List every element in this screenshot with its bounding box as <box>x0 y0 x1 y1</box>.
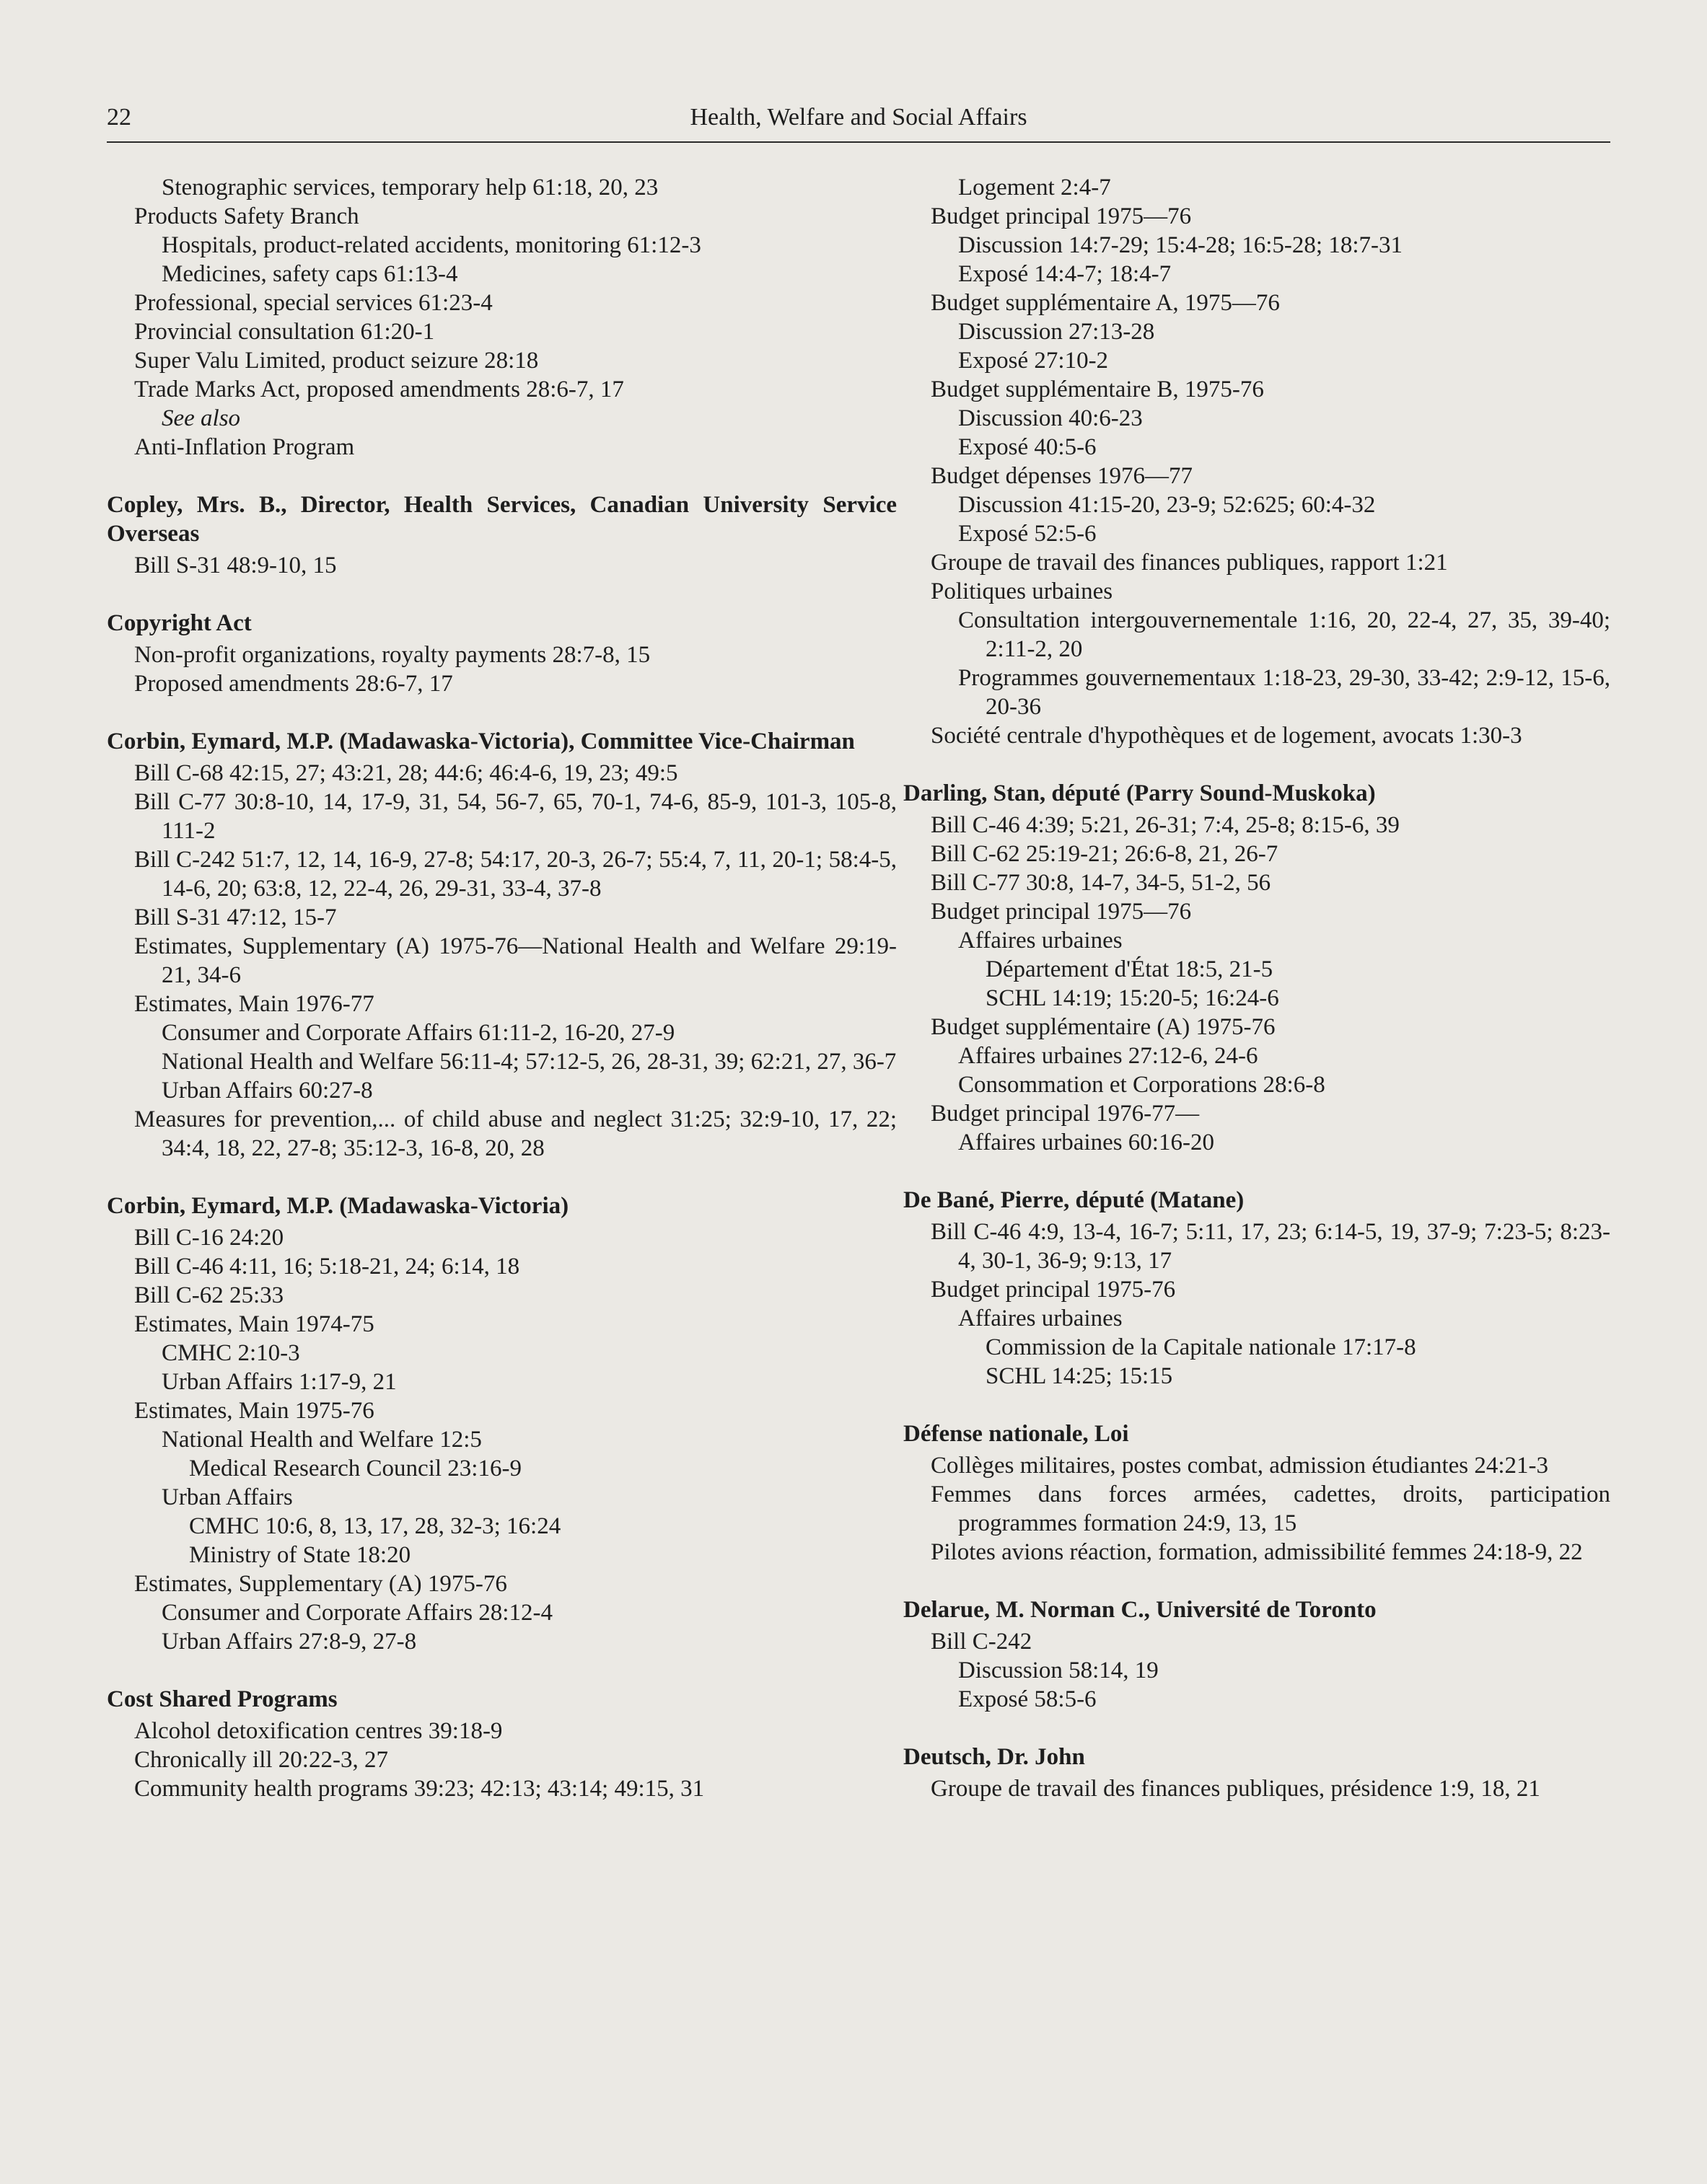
entry-subline: Estimates, Supplementary (A) 1975-76—National Health and Welfare 29:19-21, 34-6 <box>134 933 897 988</box>
entry-subline: Bill C-62 25:33 <box>134 1282 284 1308</box>
entry-subline: Bill C-46 4:9, 13-4, 16-7; 5:11, 17, 23; 6:14-5, 19, 37-9; 7:23-5; 8:23-4, 30-1, 36-9; 9:13, 17 <box>931 1219 1610 1274</box>
entry-subline: Femmes dans forces armées, cadettes, droits, participation programmes formation 24:9, 13, 15 <box>931 1481 1610 1536</box>
entry-subline: Products Safety Branch <box>134 203 359 229</box>
entry-subline: Commission de la Capitale nationale 17:17-8 <box>986 1334 1416 1360</box>
entry-subline: Urban Affairs 1:17-9, 21 <box>162 1369 397 1395</box>
entry-subline: Groupe de travail des finances publiques, présidence 1:9, 18, 21 <box>931 1776 1540 1802</box>
entry-subline: Affaires urbaines 27:12-6, 24-6 <box>958 1043 1258 1069</box>
entry-subline: Estimates, Main 1976-77 <box>134 991 374 1017</box>
entry-subline: SCHL 14:19; 15:20-5; 16:24-6 <box>986 985 1279 1011</box>
entry-subline: Bill C-16 24:20 <box>134 1225 284 1251</box>
entry-subline: Provincial consultation 61:20-1 <box>134 319 435 345</box>
entry-subline: Budget principal 1975—76 <box>931 203 1192 229</box>
entry-subline: Politiques urbaines <box>931 578 1113 604</box>
entry-subline: Collèges militaires, postes combat, admission étudiantes 24:21-3 <box>931 1453 1549 1479</box>
entry-subline: Professional, special services 61:23-4 <box>134 290 493 316</box>
entry-subline: Non-profit organizations, royalty payments 28:7-8, 15 <box>134 642 651 668</box>
entry-subline: Consommation et Corporations 28:6-8 <box>958 1072 1325 1098</box>
entry-subline: Medical Research Council 23:16-9 <box>189 1456 522 1481</box>
entry-subline: Exposé 58:5-6 <box>958 1686 1097 1712</box>
entry-subline: Estimates, Main 1975-76 <box>134 1398 374 1424</box>
entry-heading: De Bané, Pierre, député (Matane) <box>903 1187 1245 1213</box>
entry-subline: Chronically ill 20:22-3, 27 <box>134 1747 388 1773</box>
entry-subline: Bill C-77 30:8-10, 14, 17-9, 31, 54, 56-7, 65, 70-1, 74-6, 85-9, 101-3, 105-8, 111-2 <box>134 789 897 844</box>
entry-subline: CMHC 2:10-3 <box>162 1340 300 1366</box>
entry-subline: CMHC 10:6, 8, 13, 17, 28, 32-3; 16:24 <box>189 1513 561 1539</box>
entry-subline: Urban Affairs 27:8-9, 27-8 <box>162 1629 417 1655</box>
index-entry <box>903 779 1610 1157</box>
entry-subline: Affaires urbaines <box>958 1305 1123 1331</box>
index-entry <box>903 1419 1610 1567</box>
index-entry <box>903 1743 1610 1803</box>
entry-subline: Consultation intergouvernementale 1:16, 20, 22-4, 27, 35, 39-40; 2:11-2, 20 <box>958 607 1610 662</box>
entry-subline: Groupe de travail des finances publiques, rapport 1:21 <box>931 550 1448 576</box>
entry-subline: Community health programs 39:23; 42:13; 43:14; 49:15, 31 <box>134 1776 705 1802</box>
index-entry <box>107 1685 897 1803</box>
entry-heading: Cost Shared Programs <box>107 1686 338 1712</box>
entry-subline: Urban Affairs 60:27-8 <box>162 1078 373 1104</box>
entry-subline: Budget supplémentaire (A) 1975-76 <box>931 1014 1276 1040</box>
index-entry <box>107 173 897 462</box>
entry-subline: Measures for prevention,... of child abuse and neglect 31:25; 32:9-10, 17, 22; 34:4, 18, 22, 27-8; 35:12-3, 16-8, 20, 28 <box>134 1106 897 1161</box>
entry-subline: Discussion 58:14, 19 <box>958 1657 1159 1683</box>
entry-subline: Budget principal 1975-76 <box>931 1277 1176 1303</box>
entry-subline: Bill C-46 4:39; 5:21, 26-31; 7:4, 25-8; 8:15-6, 39 <box>931 812 1400 838</box>
entry-subline: Alcohol detoxification centres 39:18-9 <box>134 1718 503 1744</box>
entry-subline: Département d'État 18:5, 21-5 <box>986 956 1273 982</box>
entry-subline: Consumer and Corporate Affairs 28:12-4 <box>162 1600 553 1626</box>
entry-subline: Proposed amendments 28:6-7, 17 <box>134 671 453 697</box>
entry-heading: Copyright Act <box>107 610 252 636</box>
entry-subline: Medicines, safety caps 61:13-4 <box>162 261 458 287</box>
index-entry <box>903 1595 1610 1714</box>
entry-subline: Budget principal 1975—76 <box>931 899 1192 925</box>
entry-subline: Affaires urbaines 60:16-20 <box>958 1130 1214 1155</box>
entry-subline: Bill C-46 4:11, 16; 5:18-21, 24; 6:14, 18 <box>134 1254 520 1280</box>
entry-heading: Copley, Mrs. B., Director, Health Services, Canadian University Service Overseas <box>107 492 897 547</box>
entry-subline: National Health and Welfare 56:11-4; 57:12-5, 26, 28-31, 39; 62:21, 27, 36-7 <box>162 1049 897 1075</box>
entry-subline: Exposé 40:5-6 <box>958 434 1097 460</box>
entry-subline: National Health and Welfare 12:5 <box>162 1427 482 1453</box>
entry-subline: Bill C-242 <box>931 1629 1032 1655</box>
running-title: Health, Welfare and Social Affairs <box>690 104 1027 131</box>
index-entry <box>107 609 897 698</box>
entry-subline: Consumer and Corporate Affairs 61:11-2, 16-20, 27-9 <box>162 1020 675 1046</box>
entry-subline: Bill C-77 30:8, 14-7, 34-5, 51-2, 56 <box>931 870 1271 896</box>
entry-subline: Budget principal 1976-77— <box>931 1101 1200 1127</box>
right-column <box>903 173 1610 1832</box>
entry-subline: Trade Marks Act, proposed amendments 28:6-7, 17 <box>134 377 624 402</box>
entry-heading: Défense nationale, Loi <box>903 1421 1129 1447</box>
index-entry <box>903 173 1610 750</box>
index-entry <box>903 1186 1610 1391</box>
index-entry <box>107 727 897 1163</box>
entry-subline: Programmes gouvernementaux 1:18-23, 29-30, 33-42; 2:9-12, 15-6, 20-36 <box>958 665 1610 720</box>
page-number: 22 <box>107 104 131 131</box>
entry-subline: Discussion 14:7-29; 15:4-28; 16:5-28; 18:7-31 <box>958 232 1403 258</box>
entry-subline: Budget supplémentaire A, 1975—76 <box>931 290 1280 316</box>
entry-subline: Société centrale d'hypothèques et de logement, avocats 1:30-3 <box>931 723 1522 749</box>
entry-subline: Exposé 14:4-7; 18:4-7 <box>958 261 1172 287</box>
page-header <box>107 101 1610 143</box>
entry-subline: Hospitals, product-related accidents, monitoring 61:12-3 <box>162 232 701 258</box>
entry-subline: Budget dépenses 1976—77 <box>931 463 1193 489</box>
entry-subline: Discussion 40:6-23 <box>958 405 1143 431</box>
entry-subline: Bill C-242 51:7, 12, 14, 16-9, 27-8; 54:17, 20-3, 26-7; 55:4, 7, 11, 20-1; 58:4-5, 14-6, 20; 63:8, 12, 22-4, 26, 29-31, 33-4, 37-8 <box>134 847 897 902</box>
entry-subline: Bill C-62 25:19-21; 26:6-8, 21, 26-7 <box>931 841 1278 867</box>
entry-subline: See also <box>162 405 241 431</box>
entry-heading: Corbin, Eymard, M.P. (Madawaska-Victoria), Committee Vice-Chairman <box>107 728 855 754</box>
entry-subline: Discussion 27:13-28 <box>958 319 1155 345</box>
entry-heading: Darling, Stan, député (Parry Sound-Muskoka) <box>903 780 1376 806</box>
index-entry <box>107 1192 897 1656</box>
entry-subline: Stenographic services, temporary help 61:18, 20, 23 <box>162 175 659 201</box>
entry-subline: Exposé 52:5-6 <box>958 521 1097 547</box>
entry-subline: Estimates, Supplementary (A) 1975-76 <box>134 1571 507 1597</box>
entry-subline: Estimates, Main 1974-75 <box>134 1311 374 1337</box>
entry-heading: Deutsch, Dr. John <box>903 1744 1085 1770</box>
entry-subline: Exposé 27:10-2 <box>958 348 1109 374</box>
entry-subline: Budget supplémentaire B, 1975-76 <box>931 377 1264 402</box>
entry-subline: Ministry of State 18:20 <box>189 1542 411 1568</box>
entry-subline: Bill S-31 48:9-10, 15 <box>134 552 337 578</box>
entry-subline: Anti-Inflation Program <box>134 434 355 460</box>
entry-subline: Pilotes avions réaction, formation, admissibilité femmes 24:18-9, 22 <box>931 1539 1583 1565</box>
entry-subline: Super Valu Limited, product seizure 28:18 <box>134 348 539 374</box>
entry-subline: Urban Affairs <box>162 1484 293 1510</box>
entry-subline: Logement 2:4-7 <box>958 175 1111 201</box>
entry-subline: Bill S-31 47:12, 15-7 <box>134 904 337 930</box>
entry-subline: Discussion 41:15-20, 23-9; 52:625; 60:4-32 <box>958 492 1376 518</box>
left-column <box>107 173 897 1832</box>
entry-subline: Bill C-68 42:15, 27; 43:21, 28; 44:6; 46:4-6, 19, 23; 49:5 <box>134 760 678 786</box>
entry-subline: Affaires urbaines <box>958 928 1123 954</box>
entry-heading: Corbin, Eymard, M.P. (Madawaska-Victoria) <box>107 1193 569 1219</box>
entry-subline: SCHL 14:25; 15:15 <box>986 1363 1173 1389</box>
index-entry <box>107 490 897 580</box>
entry-heading: Delarue, M. Norman C., Université de Toronto <box>903 1597 1377 1623</box>
